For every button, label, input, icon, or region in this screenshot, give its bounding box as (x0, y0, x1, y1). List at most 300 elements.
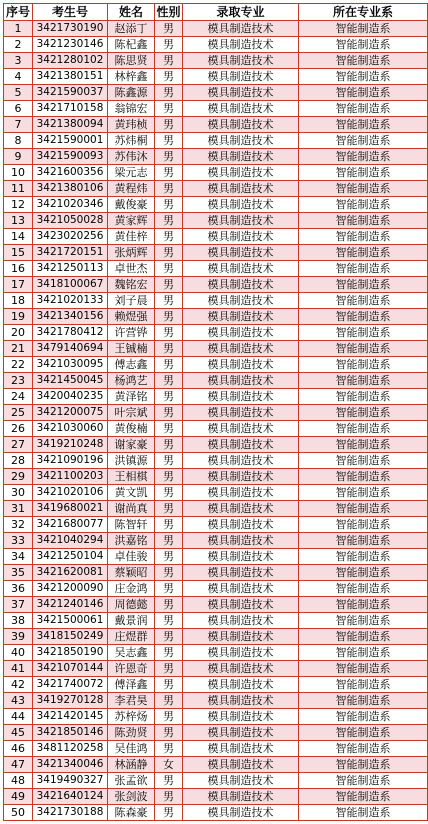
cell-exam-id: 3421090196 (33, 453, 108, 469)
cell-name: 傅志鑫 (108, 357, 155, 373)
cell-major: 模具制造技术 (183, 645, 299, 661)
cell-gender: 男 (155, 789, 183, 805)
cell-exam-id: 3421420145 (33, 709, 108, 725)
cell-exam-id: 3421240146 (33, 597, 108, 613)
cell-name: 黄文凯 (108, 485, 155, 501)
cell-index: 40 (4, 645, 33, 661)
cell-exam-id: 3421280102 (33, 53, 108, 69)
cell-major: 模具制造技术 (183, 213, 299, 229)
cell-major: 模具制造技术 (183, 613, 299, 629)
cell-exam-id: 3421590093 (33, 149, 108, 165)
cell-major: 模具制造技术 (183, 309, 299, 325)
cell-name: 蔡颖昭 (108, 565, 155, 581)
cell-gender: 男 (155, 85, 183, 101)
cell-major: 模具制造技术 (183, 725, 299, 741)
cell-name: 谢家豪 (108, 437, 155, 453)
cell-department: 智能制造系 (299, 53, 428, 69)
header-index: 序号 (4, 4, 33, 21)
cell-name: 许营铧 (108, 325, 155, 341)
cell-major: 模具制造技术 (183, 757, 299, 773)
cell-index: 11 (4, 181, 33, 197)
cell-exam-id: 3421380094 (33, 117, 108, 133)
cell-index: 44 (4, 709, 33, 725)
cell-major: 模具制造技术 (183, 693, 299, 709)
table-row (4, 725, 428, 741)
cell-exam-id: 3421720151 (33, 245, 108, 261)
table-row (4, 85, 428, 101)
cell-index: 13 (4, 213, 33, 229)
cell-name: 洪镇源 (108, 453, 155, 469)
cell-name: 洪嘉铭 (108, 533, 155, 549)
cell-major: 模具制造技术 (183, 357, 299, 373)
cell-gender: 男 (155, 565, 183, 581)
cell-exam-id: 3418100067 (33, 277, 108, 293)
cell-gender: 男 (155, 117, 183, 133)
cell-department: 智能制造系 (299, 293, 428, 309)
cell-index: 32 (4, 517, 33, 533)
cell-name: 张孟欲 (108, 773, 155, 789)
cell-index: 6 (4, 101, 33, 117)
cell-department: 智能制造系 (299, 309, 428, 325)
cell-major: 模具制造技术 (183, 581, 299, 597)
cell-department: 智能制造系 (299, 565, 428, 581)
cell-exam-id: 3421380106 (33, 181, 108, 197)
cell-gender: 男 (155, 149, 183, 165)
cell-gender: 男 (155, 437, 183, 453)
cell-gender: 男 (155, 533, 183, 549)
cell-department: 智能制造系 (299, 725, 428, 741)
cell-gender: 男 (155, 485, 183, 501)
cell-gender: 男 (155, 357, 183, 373)
table-row (4, 453, 428, 469)
cell-major: 模具制造技术 (183, 501, 299, 517)
cell-name: 张剑波 (108, 789, 155, 805)
cell-department: 智能制造系 (299, 677, 428, 693)
cell-department: 智能制造系 (299, 533, 428, 549)
cell-department: 智能制造系 (299, 21, 428, 37)
cell-exam-id: 3421850146 (33, 725, 108, 741)
cell-index: 17 (4, 277, 33, 293)
cell-index: 39 (4, 629, 33, 645)
cell-department: 智能制造系 (299, 597, 428, 613)
cell-name: 陈杞鑫 (108, 37, 155, 53)
cell-department: 智能制造系 (299, 437, 428, 453)
table-row (4, 149, 428, 165)
cell-name: 黄佳梓 (108, 229, 155, 245)
cell-index: 16 (4, 261, 33, 277)
cell-index: 10 (4, 165, 33, 181)
cell-major: 模具制造技术 (183, 101, 299, 117)
cell-department: 智能制造系 (299, 181, 428, 197)
table-row (4, 693, 428, 709)
cell-index: 9 (4, 149, 33, 165)
cell-gender: 男 (155, 389, 183, 405)
cell-name: 陈森豪 (108, 805, 155, 821)
cell-index: 34 (4, 549, 33, 565)
cell-name: 吴志鑫 (108, 645, 155, 661)
cell-major: 模具制造技术 (183, 181, 299, 197)
cell-major: 模具制造技术 (183, 549, 299, 565)
table-row (4, 677, 428, 693)
cell-index: 46 (4, 741, 33, 757)
table-row (4, 357, 428, 373)
cell-name: 庄金鸿 (108, 581, 155, 597)
cell-name: 戴俊豪 (108, 197, 155, 213)
cell-name: 叶宗斌 (108, 405, 155, 421)
cell-name: 杨鸿艺 (108, 373, 155, 389)
cell-department: 智能制造系 (299, 149, 428, 165)
cell-index: 27 (4, 437, 33, 453)
cell-gender: 男 (155, 101, 183, 117)
table-row (4, 261, 428, 277)
cell-gender: 男 (155, 21, 183, 37)
cell-name: 王相棋 (108, 469, 155, 485)
table-row (4, 421, 428, 437)
table-row (4, 37, 428, 53)
cell-exam-id: 3421340046 (33, 757, 108, 773)
cell-major: 模具制造技术 (183, 741, 299, 757)
table-row (4, 165, 428, 181)
cell-name: 庄煜群 (108, 629, 155, 645)
table-row (4, 325, 428, 341)
cell-department: 智能制造系 (299, 453, 428, 469)
cell-name: 周德懿 (108, 597, 155, 613)
cell-department: 智能制造系 (299, 37, 428, 53)
cell-gender: 男 (155, 229, 183, 245)
cell-exam-id: 3421380151 (33, 69, 108, 85)
table-row (4, 197, 428, 213)
cell-name: 林涵静 (108, 757, 155, 773)
cell-gender: 男 (155, 613, 183, 629)
cell-name: 李君昊 (108, 693, 155, 709)
cell-index: 4 (4, 69, 33, 85)
cell-exam-id: 3421030095 (33, 357, 108, 373)
cell-major: 模具制造技术 (183, 261, 299, 277)
cell-exam-id: 3421740072 (33, 677, 108, 693)
cell-name: 黄家辉 (108, 213, 155, 229)
cell-exam-id: 3421040294 (33, 533, 108, 549)
cell-exam-id: 3421020133 (33, 293, 108, 309)
table-row (4, 277, 428, 293)
cell-gender: 男 (155, 773, 183, 789)
cell-department: 智能制造系 (299, 389, 428, 405)
cell-gender: 男 (155, 517, 183, 533)
cell-exam-id: 3421730190 (33, 21, 108, 37)
cell-exam-id: 3421620081 (33, 565, 108, 581)
cell-gender: 男 (155, 741, 183, 757)
cell-gender: 男 (155, 469, 183, 485)
cell-exam-id: 3421030060 (33, 421, 108, 437)
cell-department: 智能制造系 (299, 357, 428, 373)
cell-major: 模具制造技术 (183, 597, 299, 613)
cell-name: 苏梓炀 (108, 709, 155, 725)
cell-major: 模具制造技术 (183, 149, 299, 165)
cell-index: 25 (4, 405, 33, 421)
cell-name: 苏伟沐 (108, 149, 155, 165)
table-row (4, 549, 428, 565)
cell-gender: 男 (155, 597, 183, 613)
table-row (4, 773, 428, 789)
cell-gender: 男 (155, 181, 183, 197)
header-name: 姓名 (108, 4, 155, 21)
table-row (4, 341, 428, 357)
cell-department: 智能制造系 (299, 709, 428, 725)
table-row (4, 101, 428, 117)
cell-department: 智能制造系 (299, 245, 428, 261)
cell-major: 模具制造技术 (183, 37, 299, 53)
cell-index: 18 (4, 293, 33, 309)
cell-name: 卓世杰 (108, 261, 155, 277)
cell-index: 12 (4, 197, 33, 213)
table-row (4, 405, 428, 421)
cell-gender: 男 (155, 245, 183, 261)
cell-gender: 男 (155, 693, 183, 709)
cell-gender: 男 (155, 133, 183, 149)
cell-exam-id: 3421100203 (33, 469, 108, 485)
header-department: 所在专业系 (299, 4, 428, 21)
cell-exam-id: 3421050028 (33, 213, 108, 229)
cell-name: 黄程炜 (108, 181, 155, 197)
cell-gender: 男 (155, 501, 183, 517)
table-row (4, 709, 428, 725)
cell-department: 智能制造系 (299, 277, 428, 293)
table-row (4, 533, 428, 549)
cell-major: 模具制造技术 (183, 277, 299, 293)
table-row (4, 117, 428, 133)
cell-index: 14 (4, 229, 33, 245)
cell-exam-id: 3421450045 (33, 373, 108, 389)
cell-major: 模具制造技术 (183, 133, 299, 149)
cell-gender: 男 (155, 309, 183, 325)
cell-name: 卓佳骏 (108, 549, 155, 565)
cell-index: 50 (4, 805, 33, 821)
table-row (4, 501, 428, 517)
cell-department: 智能制造系 (299, 517, 428, 533)
cell-exam-id: 3421680077 (33, 517, 108, 533)
cell-gender: 男 (155, 629, 183, 645)
cell-major: 模具制造技术 (183, 677, 299, 693)
table-row (4, 613, 428, 629)
cell-gender: 男 (155, 581, 183, 597)
cell-major: 模具制造技术 (183, 245, 299, 261)
cell-exam-id: 3421850190 (33, 645, 108, 661)
cell-department: 智能制造系 (299, 261, 428, 277)
cell-exam-id: 3421500061 (33, 613, 108, 629)
cell-name: 陈思贤 (108, 53, 155, 69)
cell-exam-id: 3421070144 (33, 661, 108, 677)
cell-department: 智能制造系 (299, 469, 428, 485)
cell-index: 38 (4, 613, 33, 629)
cell-name: 翁锦宏 (108, 101, 155, 117)
cell-major: 模具制造技术 (183, 293, 299, 309)
cell-major: 模具制造技术 (183, 69, 299, 85)
cell-exam-id: 3479140694 (33, 341, 108, 357)
cell-name: 吴佳鸿 (108, 741, 155, 757)
cell-name: 陈智轩 (108, 517, 155, 533)
cell-name: 傅泽鑫 (108, 677, 155, 693)
cell-index: 2 (4, 37, 33, 53)
table-row (4, 485, 428, 501)
cell-department: 智能制造系 (299, 613, 428, 629)
cell-major: 模具制造技术 (183, 229, 299, 245)
cell-department: 智能制造系 (299, 693, 428, 709)
cell-department: 智能制造系 (299, 581, 428, 597)
cell-major: 模具制造技术 (183, 453, 299, 469)
table-row (4, 789, 428, 805)
table-row (4, 741, 428, 757)
cell-index: 36 (4, 581, 33, 597)
cell-exam-id: 3419490327 (33, 773, 108, 789)
cell-index: 8 (4, 133, 33, 149)
cell-department: 智能制造系 (299, 165, 428, 181)
table-row (4, 661, 428, 677)
table-row (4, 581, 428, 597)
cell-gender: 男 (155, 421, 183, 437)
table-row (4, 309, 428, 325)
cell-name: 张炳辉 (108, 245, 155, 261)
cell-department: 智能制造系 (299, 773, 428, 789)
cell-department: 智能制造系 (299, 501, 428, 517)
cell-index: 35 (4, 565, 33, 581)
table-row (4, 53, 428, 69)
cell-department: 智能制造系 (299, 741, 428, 757)
cell-major: 模具制造技术 (183, 405, 299, 421)
table-row (4, 645, 428, 661)
header-exam-id: 考生号 (33, 4, 108, 21)
cell-department: 智能制造系 (299, 85, 428, 101)
table-row (4, 565, 428, 581)
cell-name: 黄泽铭 (108, 389, 155, 405)
cell-index: 28 (4, 453, 33, 469)
cell-department: 智能制造系 (299, 117, 428, 133)
cell-gender: 男 (155, 373, 183, 389)
cell-exam-id: 3421710158 (33, 101, 108, 117)
cell-department: 智能制造系 (299, 341, 428, 357)
cell-exam-id: 3421600356 (33, 165, 108, 181)
cell-exam-id: 3481120258 (33, 741, 108, 757)
table-row (4, 229, 428, 245)
admission-table (3, 3, 428, 821)
cell-gender: 男 (155, 661, 183, 677)
cell-department: 智能制造系 (299, 549, 428, 565)
table-row (4, 517, 428, 533)
cell-major: 模具制造技术 (183, 469, 299, 485)
cell-gender: 男 (155, 709, 183, 725)
cell-gender: 男 (155, 277, 183, 293)
table-row (4, 69, 428, 85)
cell-gender: 男 (155, 677, 183, 693)
cell-major: 模具制造技术 (183, 421, 299, 437)
cell-index: 7 (4, 117, 33, 133)
cell-major: 模具制造技术 (183, 197, 299, 213)
cell-index: 43 (4, 693, 33, 709)
cell-exam-id: 3421200090 (33, 581, 108, 597)
cell-department: 智能制造系 (299, 101, 428, 117)
cell-exam-id: 3419210248 (33, 437, 108, 453)
cell-major: 模具制造技术 (183, 709, 299, 725)
cell-exam-id: 3420040235 (33, 389, 108, 405)
cell-name: 赖煜强 (108, 309, 155, 325)
cell-exam-id: 3421020346 (33, 197, 108, 213)
table-row (4, 245, 428, 261)
cell-name: 梁元志 (108, 165, 155, 181)
cell-index: 37 (4, 597, 33, 613)
cell-department: 智能制造系 (299, 197, 428, 213)
cell-department: 智能制造系 (299, 229, 428, 245)
cell-gender: 男 (155, 341, 183, 357)
cell-index: 48 (4, 773, 33, 789)
cell-exam-id: 3421730188 (33, 805, 108, 821)
table-header (4, 4, 428, 21)
cell-exam-id: 3418150249 (33, 629, 108, 645)
cell-exam-id: 3421640124 (33, 789, 108, 805)
cell-index: 24 (4, 389, 33, 405)
cell-index: 15 (4, 245, 33, 261)
cell-name: 苏炜桐 (108, 133, 155, 149)
cell-major: 模具制造技术 (183, 21, 299, 37)
cell-name: 黄玮桢 (108, 117, 155, 133)
cell-major: 模具制造技术 (183, 325, 299, 341)
cell-index: 30 (4, 485, 33, 501)
table-row (4, 757, 428, 773)
cell-department: 智能制造系 (299, 421, 428, 437)
cell-major: 模具制造技术 (183, 773, 299, 789)
header-row (4, 4, 428, 21)
cell-major: 模具制造技术 (183, 165, 299, 181)
cell-exam-id: 3421780412 (33, 325, 108, 341)
cell-gender: 男 (155, 549, 183, 565)
header-major: 录取专业 (183, 4, 299, 21)
cell-gender: 男 (155, 213, 183, 229)
header-gender: 性别 (156, 5, 181, 19)
cell-major: 模具制造技术 (183, 565, 299, 581)
cell-gender: 男 (155, 261, 183, 277)
cell-exam-id: 3421250104 (33, 549, 108, 565)
cell-major: 模具制造技术 (183, 117, 299, 133)
cell-index: 47 (4, 757, 33, 773)
cell-major: 模具制造技术 (183, 485, 299, 501)
cell-name: 魏铭宏 (108, 277, 155, 293)
cell-gender: 男 (155, 53, 183, 69)
cell-department: 智能制造系 (299, 213, 428, 229)
cell-gender: 男 (155, 37, 183, 53)
cell-index: 19 (4, 309, 33, 325)
cell-gender: 男 (155, 805, 183, 821)
cell-major: 模具制造技术 (183, 629, 299, 645)
cell-name: 王铖楠 (108, 341, 155, 357)
cell-index: 41 (4, 661, 33, 677)
table-row (4, 437, 428, 453)
cell-name: 戴景润 (108, 613, 155, 629)
cell-major: 模具制造技术 (183, 805, 299, 821)
cell-major: 模具制造技术 (183, 437, 299, 453)
cell-department: 智能制造系 (299, 325, 428, 341)
cell-department: 智能制造系 (299, 805, 428, 821)
table-body (4, 21, 428, 821)
cell-exam-id: 3421250113 (33, 261, 108, 277)
cell-gender: 男 (155, 325, 183, 341)
cell-index: 3 (4, 53, 33, 69)
cell-name: 许恩奇 (108, 661, 155, 677)
cell-department: 智能制造系 (299, 133, 428, 149)
cell-name: 谢尚真 (108, 501, 155, 517)
cell-department: 智能制造系 (299, 373, 428, 389)
cell-major: 模具制造技术 (183, 533, 299, 549)
cell-exam-id: 3421340156 (33, 309, 108, 325)
cell-name: 陈劲贤 (108, 725, 155, 741)
cell-gender: 男 (155, 725, 183, 741)
cell-exam-id: 3419270128 (33, 693, 108, 709)
